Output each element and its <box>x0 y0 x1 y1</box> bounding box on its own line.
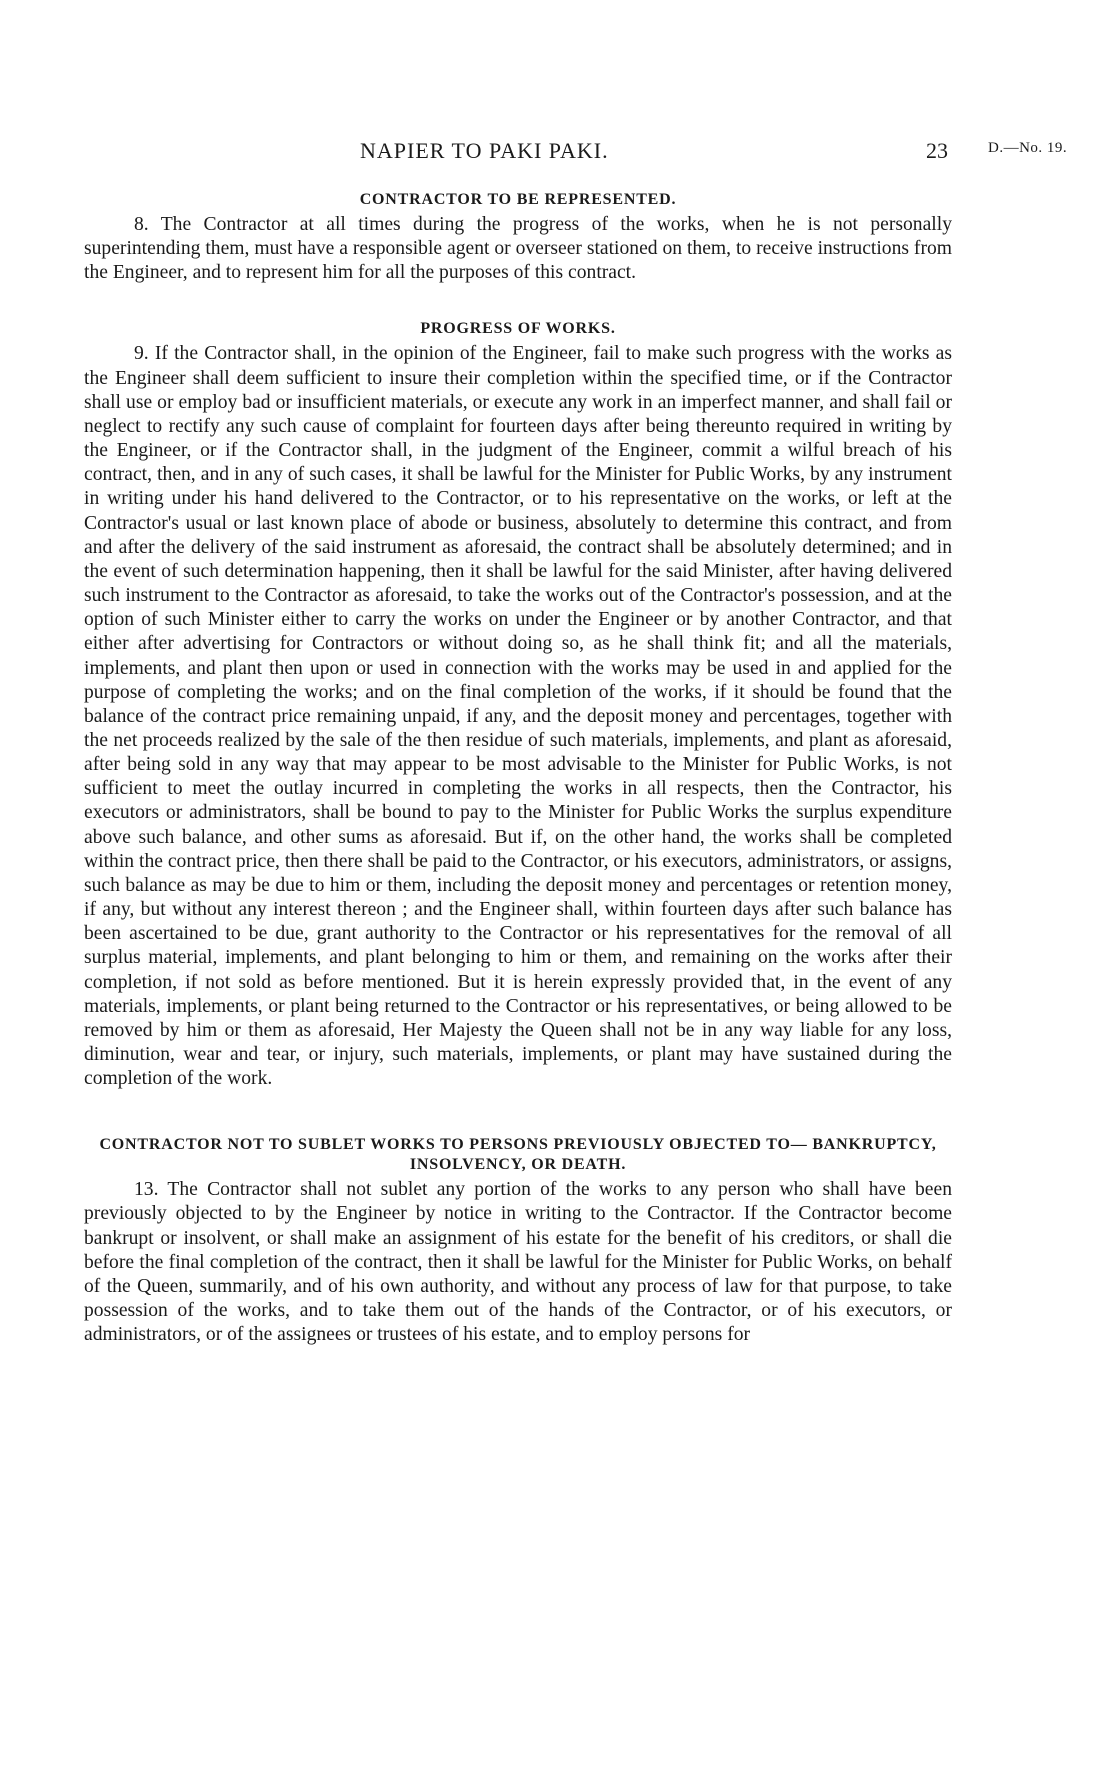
running-head <box>0 138 1114 168</box>
section-heading-progress-of-works: PROGRESS OF WORKS. <box>420 320 616 338</box>
clause-13-paragraph: 13. The Contractor shall not sublet any portion of the works to any person who shall have been previously objected to by the Engineer by notice in writing to the Contractor. If the Contractor become bankrupt or insolvent, or shall make an assignment of his estate for the benefit of his creditors, or shall die before the final completion of the contract, then it shall be lawful for the Minister for Public Works, on behalf of the Queen, summarily, and of his own authority, and without any process of law for that purpose, to take possession of the works, and to take them out of the hands of the Contractor, or of his executors, or administrators, or of the assignees or trustees of his estate, and to employ persons for <box>84 1179 952 1346</box>
running-title: NAPIER TO PAKI PAKI. <box>360 138 609 163</box>
page-number: 23 <box>926 138 948 163</box>
paper-reference: D.—No. 19. <box>988 140 1068 156</box>
section-heading-contractor-represented: CONTRACTOR TO BE REPRESENTED. <box>359 191 677 208</box>
section-heading-not-to-sublet: CONTRACTOR NOT TO SUBLET WORKS TO PERSONS PREVIOUSLY OBJECTED TO— BANKRUPTCY, INSOLVENCY, OR DEATH. <box>99 1136 937 1174</box>
body-column <box>84 190 952 1347</box>
clause-9-paragraph: 9. If the Contractor shall, in the opinion of the Engineer, fail to make such progress with the works as the Engineer shall deem sufficient to insure their completion within the specified time, or if the Contractor shall use or employ bad or insufficient materials, or execute any work in an imperfect manner, and shall fail or neglect to rectify any such cause of complaint for fourteen days after being thereunto required in writing by the Engineer, or if the Contractor shall, in the judgment of the Engineer, commit a wilful breach of his contract, then, and in any of such cases, it shall be lawful for the Minister for Public Works, by any instrument in writing under his hand delivered to the Contractor, or to his representative on the works, or left at the Contractor's usual or last known place of abode or business, absolutely to determine this contract, and from and after the delivery of the said instrument as aforesaid, the contract shall be absolutely determined; and in the event of such determination happening, then it shall be lawful for the said Minister, after having delivered such instrument to the Contractor as aforesaid, to take the works out of the Contractor's possession, and at the option of such Minister either to carry the works on under the Engineer or by another Contractor, and that either after advertising for Contractors or without doing so, as he shall think fit; and all the materials, implements, and plant then upon or used in connection with the works may be used in and applied for the purpose of completing the works; and on the final completion of the works, if it should be found that the balance of the contract price remaining unpaid, if any, and the deposit money and percentages, together with the net proceeds realized by the sale of the then residue of such materials, implements, and plant as aforesaid, after being sold in any way that may appear to be most advisable to the Minister for Public Works, is not sufficient to meet the outlay incurred in completing the works in all respects, then the Contractor, his executors or administrators, shall be bound to pay to the Minister for Public Works the surplus expenditure above such balance, and other sums as aforesaid. But if, on the other hand, the works shall be completed within the contract price, then there shall be paid to the Contractor, or his executors, administrators, or assigns, such balance as may be due to him or them, including the deposit money and percentages or retention money, if any, but without any interest thereon ; and the Engineer shall, within fourteen days after such balance has been ascertained to be due, grant authority to the Contractor or his representatives for the removal of all surplus material, implements, and plant belonging to him or them, and remaining on the works after their completion, if not sold as before mentioned. But it is herein expressly provided that, in the event of any materials, implements, or plant being returned to the Contractor or his representatives, or being allowed to be removed by him or them as aforesaid, Her Majesty the Queen shall not be in any way liable for any loss, diminution, wear and tear, or injury, such materials, implements, or plant may have sustained during the completion of the work. <box>84 343 952 1090</box>
clause-8-paragraph: 8. The Contractor at all times during the progress of the works, when he is not personally superintending them, must have a responsible agent or overseer stationed on them, to receive instructions from the Engineer, and to represent him for all the purposes of this contract. <box>84 214 952 284</box>
